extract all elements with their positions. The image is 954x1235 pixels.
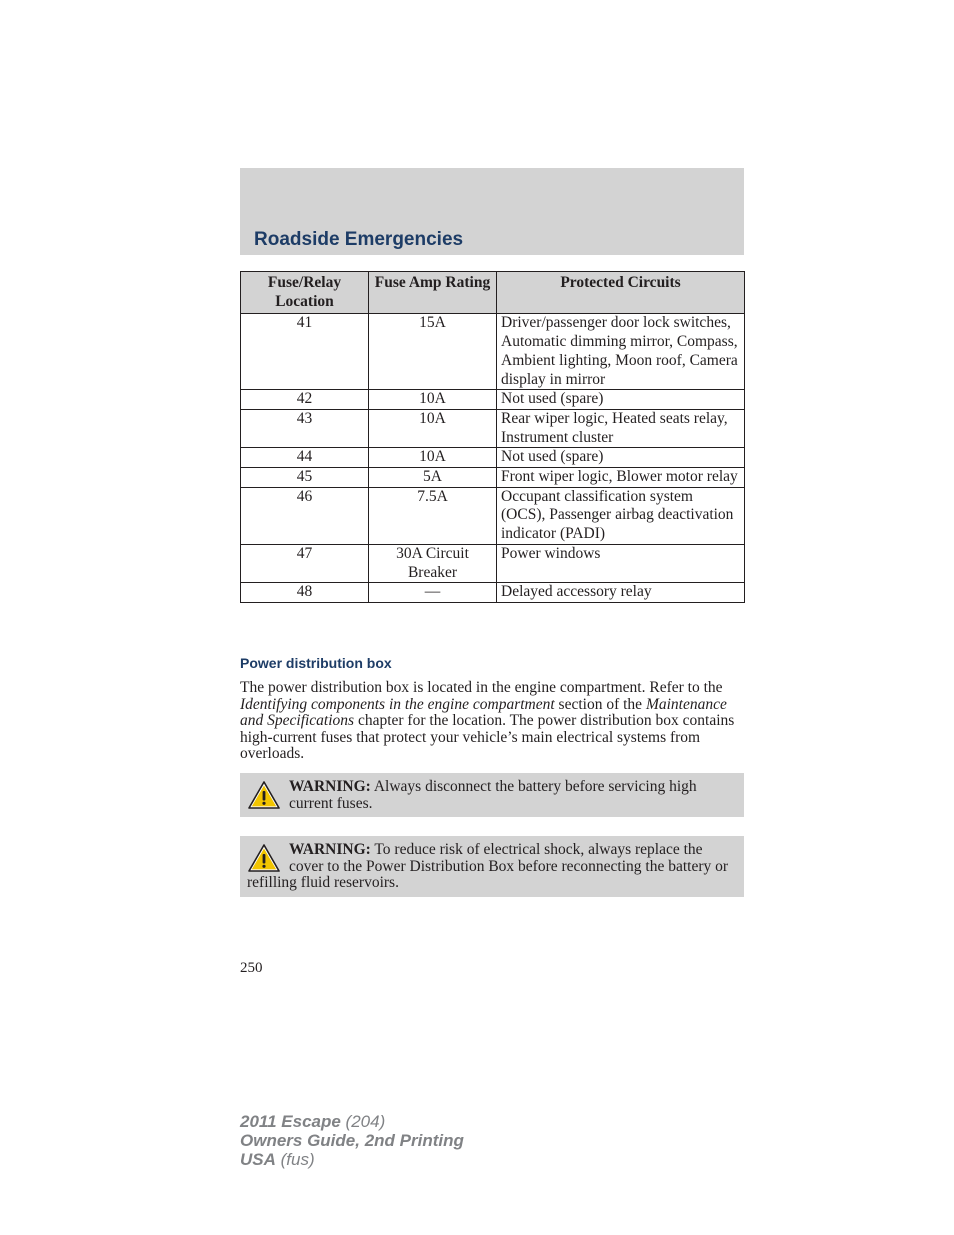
fuse-rating: 10A <box>369 448 497 468</box>
warning-text: Always disconnect the battery before servicing high current fuses. <box>289 778 697 812</box>
document-footer <box>240 1112 464 1169</box>
table-row <box>241 448 745 468</box>
fuse-location: 46 <box>241 487 369 544</box>
fuse-location: 44 <box>241 448 369 468</box>
warning-label: WARNING: <box>289 841 371 858</box>
para-text: chapter for the location. The power distribution box contains high-current fuses that protect your vehicle’s main electrical systems from overloads. <box>240 712 735 762</box>
protected-circuits: Power windows <box>497 544 745 582</box>
footer-line-guide <box>240 1131 464 1150</box>
header-band <box>240 168 744 255</box>
fuse-location: 45 <box>241 468 369 488</box>
protected-circuits: Delayed accessory relay <box>497 583 745 603</box>
protected-circuits: Occupant classification system (OCS), Passenger airbag deactivation indicator (PADI) <box>497 487 745 544</box>
fuse-rating: 10A <box>369 390 497 410</box>
fuse-location: 43 <box>241 409 369 447</box>
table-header-row <box>241 272 745 314</box>
page-section-title: Roadside Emergencies <box>254 229 464 250</box>
warning-triangle-icon <box>247 843 281 873</box>
footer-line-model <box>240 1112 464 1131</box>
warning-text: To reduce risk of electrical shock, always replace the cover to the Power Distribution Box before reconnecting the battery or refilling fluid reservoirs. <box>247 841 729 891</box>
fuse-rating: 10A <box>369 409 497 447</box>
footer-model-code: (204) <box>340 1112 386 1131</box>
table-row <box>241 390 745 410</box>
table-row <box>241 487 745 544</box>
table-row <box>241 544 745 582</box>
table-row <box>241 409 745 447</box>
footer-line-market <box>240 1150 464 1169</box>
fuse-location: 41 <box>241 314 369 390</box>
cross-reference: Maintenance and Specifications <box>240 695 727 729</box>
protected-circuits: Front wiper logic, Blower motor relay <box>497 468 745 488</box>
table-row <box>241 468 745 488</box>
protected-circuits: Not used (spare) <box>497 390 745 410</box>
footer-guide: Owners Guide, 2nd Printing <box>240 1131 464 1150</box>
cross-reference: Identifying components in the engine compartment <box>240 695 555 713</box>
protected-circuits: Rear wiper logic, Heated seats relay, Instrument cluster <box>497 409 745 447</box>
protected-circuits: Not used (spare) <box>497 448 745 468</box>
warning-label: WARNING: <box>289 778 371 795</box>
column-header-circuits: Protected Circuits <box>497 272 745 314</box>
warning-box <box>240 836 744 897</box>
warning-box <box>240 773 744 817</box>
page-number: 250 <box>240 960 263 976</box>
body-paragraph <box>240 680 740 763</box>
column-header-location: Fuse/Relay Location <box>241 272 369 314</box>
fuse-location: 42 <box>241 390 369 410</box>
fuse-rating: 5A <box>369 468 497 488</box>
section-heading: Power distribution box <box>240 655 392 671</box>
column-header-rating: Fuse Amp Rating <box>369 272 497 314</box>
table-row <box>241 583 745 603</box>
fuse-rating: 30A Circuit Breaker <box>369 544 497 582</box>
footer-market-code: (fus) <box>275 1150 315 1169</box>
fuse-location: 47 <box>241 544 369 582</box>
fuse-rating: 7.5A <box>369 487 497 544</box>
fuse-table <box>240 271 745 603</box>
footer-market: USA <box>240 1150 276 1169</box>
footer-model: 2011 Escape <box>240 1112 341 1131</box>
warning-triangle-icon <box>247 780 281 810</box>
fuse-rating: — <box>369 583 497 603</box>
table-row <box>241 314 745 390</box>
para-text: The power distribution box is located in the engine compartment. Refer to the <box>240 679 723 696</box>
para-text: section of the <box>554 695 646 713</box>
fuse-rating: 15A <box>369 314 497 390</box>
fuse-location: 48 <box>241 583 369 603</box>
protected-circuits: Driver/passenger door lock switches, Automatic dimming mirror, Compass, Ambient lighting, Moon roof, Camera display in mirror <box>497 314 745 390</box>
